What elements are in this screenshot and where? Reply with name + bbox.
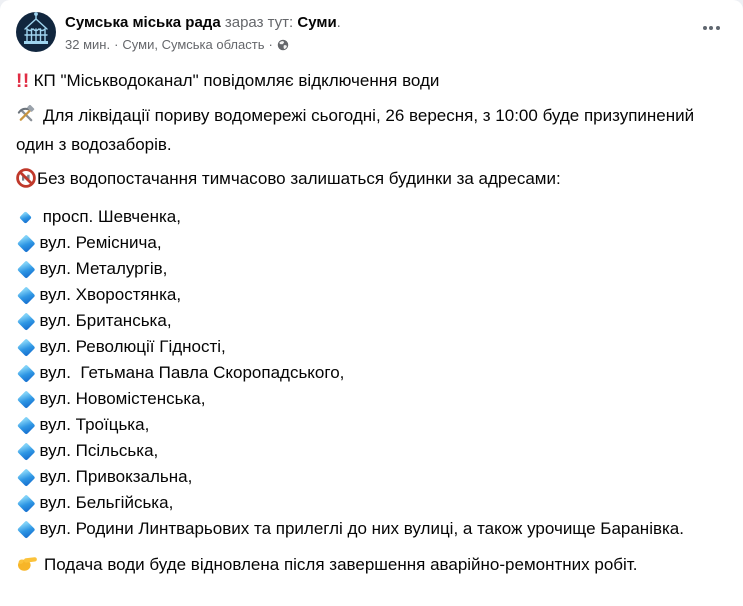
street-name: вул. Революції Гідності, xyxy=(39,337,226,356)
post-location-link[interactable]: Суми, Сумська область xyxy=(122,37,265,52)
sumy-altanka-building-icon xyxy=(16,12,56,52)
street-name: вул. Псільська, xyxy=(39,441,159,460)
street-list-item xyxy=(16,360,727,386)
post-warning-paragraph xyxy=(16,166,727,196)
street-list-item xyxy=(16,490,727,516)
street-list-item xyxy=(16,464,727,490)
post-footer-text: Подача води буде відновлена після завершення аварійно-ремонтних робіт. xyxy=(44,555,638,574)
street-list-item xyxy=(16,438,727,464)
post-intro-paragraph xyxy=(16,103,727,158)
checkin-prefix: зараз тут: xyxy=(224,14,294,31)
street-name: просп. Шевченка, xyxy=(38,207,181,226)
street-name: вул. Металургів, xyxy=(39,259,168,278)
meta-separator: · xyxy=(268,37,273,52)
street-list-item xyxy=(16,230,727,256)
large-blue-diamond-icon xyxy=(17,468,35,486)
three-dots-icon xyxy=(709,26,713,30)
checkin-suffix: . xyxy=(336,14,341,31)
street-name: вул. Бельгійська, xyxy=(39,493,174,512)
street-name: вул. Родини Линтварьових та прилеглі до них вулиці, а також урочище Баранівка. xyxy=(39,519,684,538)
pointing-right-hand-icon xyxy=(16,554,38,580)
large-blue-diamond-icon xyxy=(17,338,35,356)
post-timestamp[interactable]: 32 мин. xyxy=(65,37,111,52)
post-header-text xyxy=(65,12,695,53)
page-name-link[interactable]: Сумська міська рада xyxy=(65,14,221,31)
meta-separator: · xyxy=(114,37,119,52)
double-exclamation-icon: !! xyxy=(16,71,30,92)
street-list-item xyxy=(16,308,727,334)
large-blue-diamond-icon xyxy=(17,312,35,330)
large-blue-diamond-icon xyxy=(17,494,35,512)
street-list-item xyxy=(16,204,727,230)
post-title-paragraph xyxy=(16,68,727,95)
street-list-item xyxy=(16,386,727,412)
street-name: вул. Привокзальна, xyxy=(39,467,193,486)
street-name: вул. Британська, xyxy=(39,311,172,330)
large-blue-diamond-icon xyxy=(17,364,35,382)
three-dots-icon xyxy=(716,26,720,30)
post-title-text: КП "Міськводоканал" повідомляє відключення води xyxy=(33,71,440,90)
street-name: вул. Новомістенська, xyxy=(39,389,206,408)
post-header xyxy=(16,12,727,53)
post-warning-text: Без водопостачання тимчасово залишаться будинки за адресами: xyxy=(37,169,561,188)
large-blue-diamond-icon xyxy=(17,520,35,538)
street-list xyxy=(16,204,727,542)
non-potable-water-icon xyxy=(16,168,36,196)
large-blue-diamond-icon xyxy=(17,260,35,278)
street-list-item xyxy=(16,334,727,360)
street-name: вул. Хворостянка, xyxy=(39,285,182,304)
small-blue-diamond-icon xyxy=(19,211,32,224)
street-name: вул. Троїцька, xyxy=(39,415,150,434)
page-name-line xyxy=(65,13,695,33)
post-footer-paragraph xyxy=(16,552,727,580)
large-blue-diamond-icon xyxy=(17,390,35,408)
large-blue-diamond-icon xyxy=(17,234,35,252)
street-list-item xyxy=(16,516,727,542)
post-body xyxy=(16,68,727,580)
post-meta-line xyxy=(65,36,695,53)
three-dots-icon xyxy=(703,26,707,30)
street-list-item xyxy=(16,256,727,282)
globe-icon xyxy=(277,39,289,51)
street-list-item xyxy=(16,282,727,308)
large-blue-diamond-icon xyxy=(17,416,35,434)
page-avatar[interactable] xyxy=(16,12,56,52)
large-blue-diamond-icon xyxy=(17,442,35,460)
checkin-place-link[interactable]: Суми xyxy=(297,14,337,31)
street-name: вул. Гетьмана Павла Скоропадського, xyxy=(39,363,345,382)
post-options-button[interactable] xyxy=(695,16,727,40)
street-list-item xyxy=(16,412,727,438)
large-blue-diamond-icon xyxy=(17,286,35,304)
post-intro-text: Для ліквідації пориву водомережі сьогодні, 26 вересня, з 10:00 буде призупинений один з водозаборів. xyxy=(16,106,699,154)
hammer-and-pick-icon xyxy=(16,105,36,132)
street-name: вул. Реміснича, xyxy=(39,233,162,252)
